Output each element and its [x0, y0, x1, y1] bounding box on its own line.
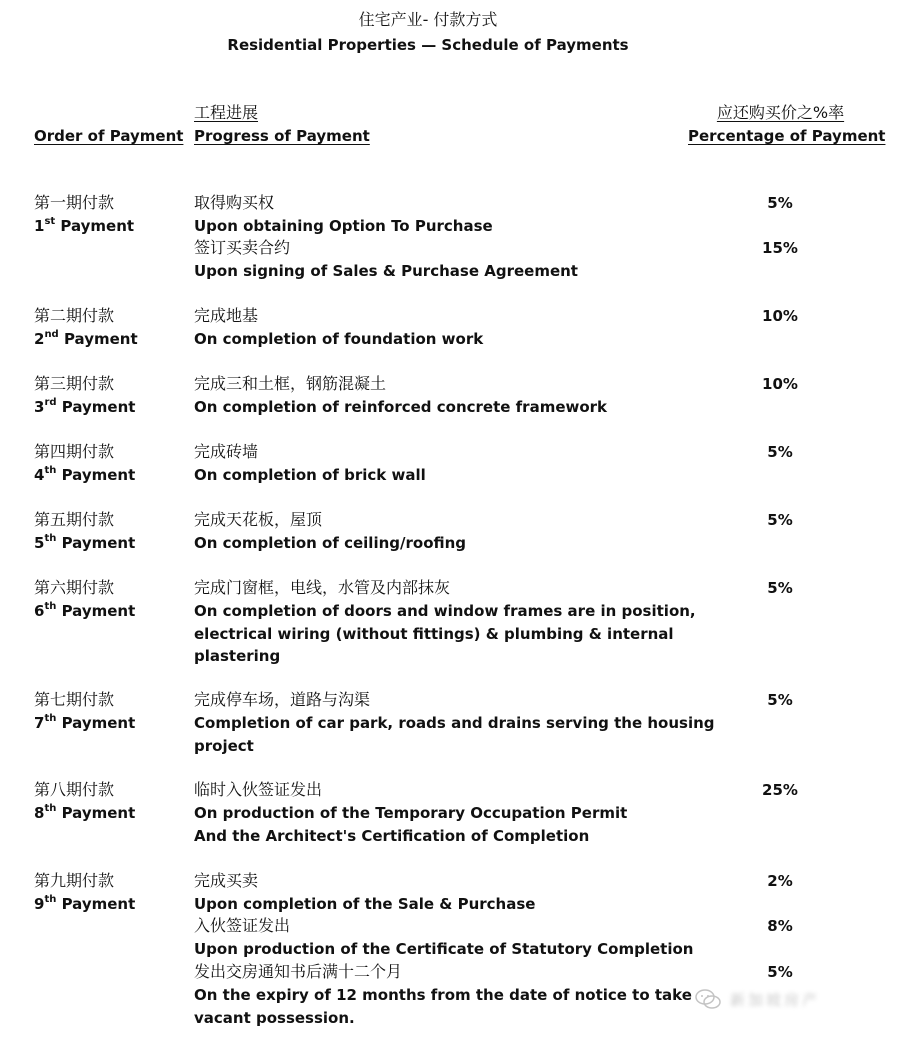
payment-percentage: 5%	[767, 579, 793, 597]
payment-word: Payment	[56, 714, 136, 732]
ordinal-suffix: th	[44, 803, 57, 814]
payment-order-label	[34, 216, 134, 236]
payment-order-chinese: 第八期付款	[34, 780, 115, 799]
payment-number: 5	[34, 534, 45, 552]
progress-chinese: 完成天花板，屋顶	[194, 510, 323, 529]
progress-english: On completion of brick wall	[194, 466, 426, 484]
progress-chinese: 取得购买权	[194, 193, 275, 212]
progress-chinese: 入伙签证发出	[194, 916, 291, 935]
payment-number: 3	[34, 398, 45, 416]
progress-chinese: 签订买卖合约	[194, 238, 291, 257]
header-progress-chinese: 工程进展	[194, 103, 259, 122]
header-order-of-payment: Order of Payment	[34, 127, 184, 145]
header-percentage-of-payment: Percentage of Payment	[688, 127, 886, 145]
payment-percentage: 10%	[762, 375, 798, 393]
payment-word: Payment	[56, 804, 136, 822]
title-english: Residential Properties — Schedule of Payments	[227, 36, 629, 54]
payment-word: Payment	[56, 466, 136, 484]
payment-order-label	[34, 803, 135, 823]
payment-percentage: 8%	[767, 917, 793, 935]
payment-order-chinese: 第九期付款	[34, 871, 115, 890]
progress-english: On production of the Temporary Occupation Permit	[194, 804, 628, 822]
payment-percentage: 5%	[767, 691, 793, 709]
ordinal-suffix: th	[44, 465, 57, 476]
progress-chinese: 完成停车场，道路与沟渠	[194, 690, 371, 709]
ordinal-suffix: rd	[44, 397, 57, 408]
progress-english: electrical wiring (without fittings) & plumbing & internal	[194, 625, 674, 643]
progress-english: Upon obtaining Option To Purchase	[194, 217, 493, 235]
payment-word: Payment	[56, 398, 136, 416]
payment-order-label	[34, 397, 135, 417]
progress-chinese: 完成砖墙	[194, 442, 259, 461]
progress-chinese: 完成买卖	[194, 871, 259, 890]
progress-english: On the expiry of 12 months from the date of notice to take	[194, 986, 692, 1004]
payment-percentage: 10%	[762, 307, 798, 325]
ordinal-suffix: th	[44, 533, 57, 544]
ordinal-suffix: th	[44, 894, 57, 905]
progress-chinese: 完成地基	[194, 306, 259, 325]
payment-number: 9	[34, 895, 45, 913]
payment-number: 7	[34, 714, 45, 732]
payment-order-chinese: 第二期付款	[34, 306, 115, 325]
progress-english: Upon production of the Certificate of Statutory Completion	[194, 940, 694, 958]
ordinal-suffix: nd	[44, 329, 59, 340]
watermark-text: 新加坡房产	[730, 990, 821, 1009]
payment-percentage: 5%	[767, 963, 793, 981]
payment-percentage: 5%	[767, 443, 793, 461]
progress-chinese: 完成门窗框，电线，水管及内部抹灰	[194, 578, 451, 597]
payment-word: Payment	[56, 534, 136, 552]
payment-order-chinese: 第三期付款	[34, 374, 115, 393]
progress-english: plastering	[194, 647, 281, 665]
progress-english: Completion of car park, roads and drains serving the housing	[194, 714, 715, 732]
progress-english: On completion of foundation work	[194, 330, 484, 348]
ordinal-suffix: th	[44, 713, 57, 724]
payment-percentage: 25%	[762, 781, 798, 799]
ordinal-suffix: st	[44, 216, 56, 227]
payment-number: 2	[34, 330, 45, 348]
progress-chinese: 发出交房通知书后满十二个月	[194, 962, 403, 981]
payment-word: Payment	[56, 895, 136, 913]
payment-order-label	[34, 894, 135, 914]
progress-english: vacant possession.	[194, 1009, 355, 1027]
payment-order-label	[34, 533, 135, 553]
wechat-icon	[694, 988, 722, 1010]
payment-order-label	[34, 329, 138, 349]
payment-order-chinese: 第四期付款	[34, 442, 115, 461]
payment-number: 8	[34, 804, 45, 822]
progress-english: On completion of doors and window frames are in position,	[194, 602, 696, 620]
header-percentage-chinese: 应还购买价之%率	[716, 103, 845, 122]
payment-percentage: 2%	[767, 872, 793, 890]
progress-english: And the Architect's Certification of Completion	[194, 827, 590, 845]
title-chinese: 住宅产业- 付款方式	[358, 10, 498, 29]
payment-order-chinese: 第七期付款	[34, 690, 115, 709]
progress-chinese: 临时入伙签证发出	[194, 780, 323, 799]
payment-number: 4	[34, 466, 45, 484]
payment-percentage: 15%	[762, 239, 798, 257]
payment-order-label	[34, 713, 135, 733]
payment-order-label	[34, 465, 135, 485]
payment-word: Payment	[56, 602, 136, 620]
progress-chinese: 完成三和土框，钢筋混凝土	[194, 374, 387, 393]
ordinal-suffix: th	[44, 601, 57, 612]
header-progress-of-payment: Progress of Payment	[194, 127, 370, 145]
progress-english: On completion of reinforced concrete framework	[194, 398, 608, 416]
payment-percentage: 5%	[767, 511, 793, 529]
payment-word: Payment	[55, 217, 135, 235]
payment-order-chinese: 第六期付款	[34, 578, 115, 597]
payment-order-label	[34, 601, 135, 621]
payment-number: 6	[34, 602, 45, 620]
progress-english: On completion of ceiling/roofing	[194, 534, 467, 552]
watermark	[694, 986, 894, 1012]
payment-order-chinese: 第五期付款	[34, 510, 115, 529]
payment-number: 1	[34, 217, 45, 235]
progress-english: project	[194, 737, 254, 755]
progress-english: Upon completion of the Sale & Purchase	[194, 895, 536, 913]
payment-order-chinese: 第一期付款	[34, 193, 115, 212]
payment-percentage: 5%	[767, 194, 793, 212]
payment-word: Payment	[58, 330, 138, 348]
progress-english: Upon signing of Sales & Purchase Agreement	[194, 262, 578, 280]
